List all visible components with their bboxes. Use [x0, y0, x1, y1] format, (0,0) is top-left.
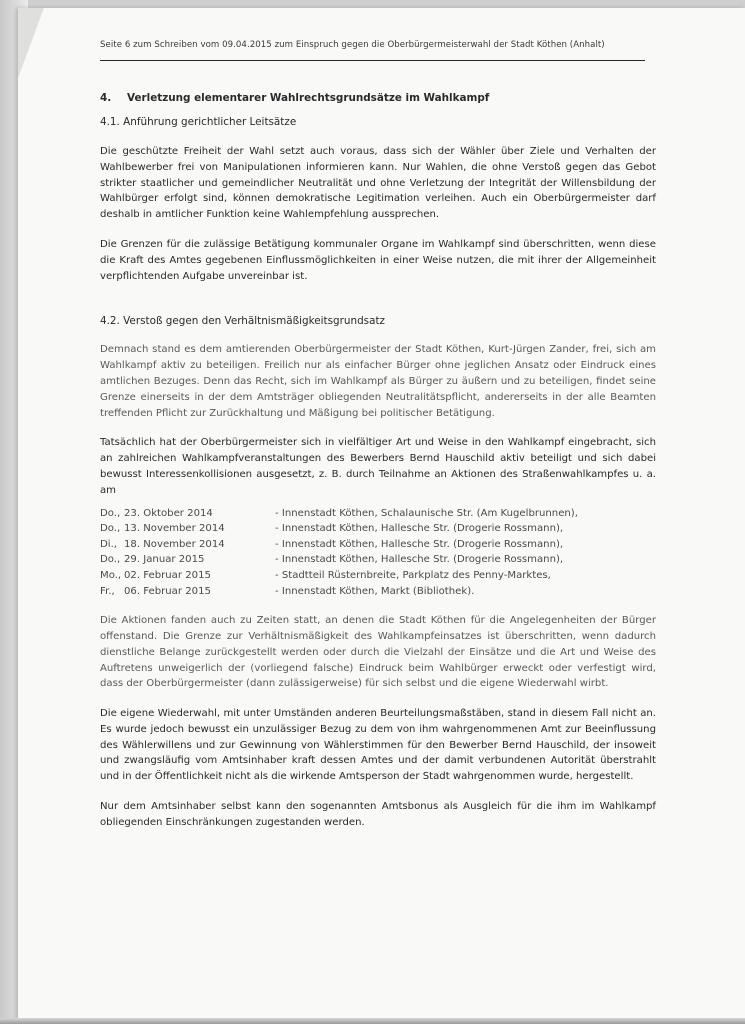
- event-location: - Innenstadt Köthen, Hallesche Str. (Drogerie Rossmann),: [275, 554, 564, 566]
- event-date: 23. Oktober 2014: [124, 507, 213, 519]
- event-date: 18. November 2014: [124, 538, 225, 550]
- event-weekday: Di.,: [100, 538, 117, 550]
- paragraph: Die Grenzen für die zulässige Betätigung kommunaler Organe im Wahlkampf sind überschritten, wenn diese die Kraft des Amtes gegebenen Einflussmöglichkeiten in einer Weise nutzen, die mit ihrer der Allgemeinheit verpflichtenden Aufgabe unvereinbar ist.: [100, 238, 656, 282]
- section-heading: [100, 92, 656, 104]
- event-weekday: Do.,: [100, 523, 121, 535]
- event-row: [100, 568, 656, 584]
- event-weekday: Fr.,: [100, 585, 115, 597]
- subsection-heading-4-1: 4.1. Anführung gerichtlicher Leitsätze: [100, 116, 297, 128]
- event-date: 29. Januar 2015: [124, 554, 205, 566]
- event-location: - Innenstadt Köthen, Markt (Bibliothek).: [275, 585, 475, 597]
- paragraph: Nur dem Amtsinhaber selbst kann den sogenannten Amtsbonus als Ausgleich für die ihm im Wahlkampf obliegenden Einschränkungen zugestanden werden.: [100, 801, 656, 828]
- header-divider: [100, 60, 645, 61]
- section-number: 4.: [100, 92, 112, 104]
- section-title: Verletzung elementarer Wahlrechtsgrundsätze im Wahlkampf: [127, 92, 490, 104]
- event-row: [100, 584, 656, 600]
- event-row: [100, 506, 656, 522]
- event-weekday: Do.,: [100, 507, 121, 519]
- event-date: 02. Februar 2015: [124, 569, 211, 581]
- event-location: - Stadtteil Rüsternbreite, Parkplatz des Penny-Marktes,: [275, 569, 551, 581]
- subsection-heading-4-2: 4.2. Verstoß gegen den Verhältnismäßigkeitsgrundsatz: [100, 315, 385, 328]
- paragraph: Die eigene Wiederwahl, mit unter Umständen anderen Beurteilungsmaßstäben, stand in diesem Fall nicht an. Es wurde jedoch bewusst ein unzulässiger Bezug zu dem von ihm wahrgenommenen Amt zur Beeinflussung des Wählerwillens und zur Gewinnung von Wählerstimmen für den Bewerber Bernd Hauschild, der insoweit und zwangsläufig vom Amtsinhaber kraft dessen Amtes und der damit verbundenen Autorität überstrahlt und in der Öffentlichkeit nicht als die wirkende Amtsperson der Stadt wahrgenommen wurde, hergestellt.: [100, 708, 656, 783]
- page-header: Seite 6 zum Schreiben vom 09.04.2015 zum Einspruch gegen die Oberbürgermeisterwahl der Stadt Köthen (Anhalt): [100, 40, 605, 50]
- paragraph: Die geschützte Freiheit der Wahl setzt auch voraus, dass sich der Wähler über Ziele und Verhalten der Wahlbewerber frei von Manipulationen informieren kann. Nur Wahlen, die ohne Verstoß gegen das Gebot strikter staatlicher und gemeindlicher Neutralität und ohne Verletzung der Integrität der Willensbildung der Wahlbürger erfolgt sind, können demokratische Legitimation verleihen. Auch ein Oberbürgermeister darf deshalb in amtlicher Funktion keine Wahlempfehlung aussprechen.: [100, 146, 656, 221]
- paragraph: Demnach stand es dem amtierenden Oberbürgermeister der Stadt Köthen, Kurt-Jürgen Zander, frei, sich am Wahlkampf aktiv zu beteiligen. Freilich nur als einfacher Bürger ohne jeglichen Ansatz oder Eindruck eines amtlichen Bezuges. Denn das Recht, sich im Wahlkampf als Bürger zu äußern und zu beteiligen, findet seine Grenze einerseits in der dem Amtsträger obliegenden Neutralitätspflicht, andererseits in der alle Beamten treffenden Pflicht zur Zurückhaltung und Mäßigung bei politischer Betätigung.: [100, 344, 656, 419]
- scan-bottom-edge: [0, 1018, 745, 1024]
- event-date: 13. November 2014: [124, 523, 225, 535]
- paragraph: Die Aktionen fanden auch zu Zeiten statt, an denen die Stadt Köthen für die Angelegenheiten der Bürger offenstand. Die Grenze zur Verhältnismäßigkeit des Wahlkampfeinsatzes ist überschritten, wenn dadurch dienstliche Belange zurückgestellt werden oder durch die Vielzahl der Einsätze und die Art und Weise des Auftretens unweigerlich der (vorliegend falsche) Eindruck beim Wahlbürger erweckt oder verfestigt wird, dass der Oberbürgermeister (dann zulässigerweise) für sich selbst und die eigene Wiederwahl wirbt.: [100, 615, 656, 690]
- paragraph: Tatsächlich hat der Oberbürgermeister sich in vielfältiger Art und Weise in den Wahlkampf eingebracht, sich an zahlreichen Wahlkampfveranstaltungen des Bewerbers Bernd Hauschild aktiv beteiligt und sich dabei bewusst Interessenkollisionen ausgesetzt, z. B. durch Teilnahme an Aktionen des Straßenwahlkampfes u. a. am: [100, 437, 656, 496]
- event-location: - Innenstadt Köthen, Hallesche Str. (Drogerie Rossmann),: [275, 523, 564, 535]
- event-list: [100, 506, 656, 600]
- event-date: 06. Februar 2015: [124, 585, 211, 597]
- event-row: [100, 537, 656, 553]
- event-location: - Innenstadt Köthen, Schalaunische Str. (Am Kugelbrunnen),: [275, 507, 578, 519]
- event-row: [100, 521, 656, 537]
- event-row: [100, 552, 656, 568]
- event-weekday: Do.,: [100, 554, 121, 566]
- document-content: [100, 40, 656, 831]
- page-fold-shadow: [18, 8, 44, 78]
- event-weekday: Mo.,: [100, 569, 122, 581]
- event-location: - Innenstadt Köthen, Hallesche Str. (Drogerie Rossmann),: [275, 538, 564, 550]
